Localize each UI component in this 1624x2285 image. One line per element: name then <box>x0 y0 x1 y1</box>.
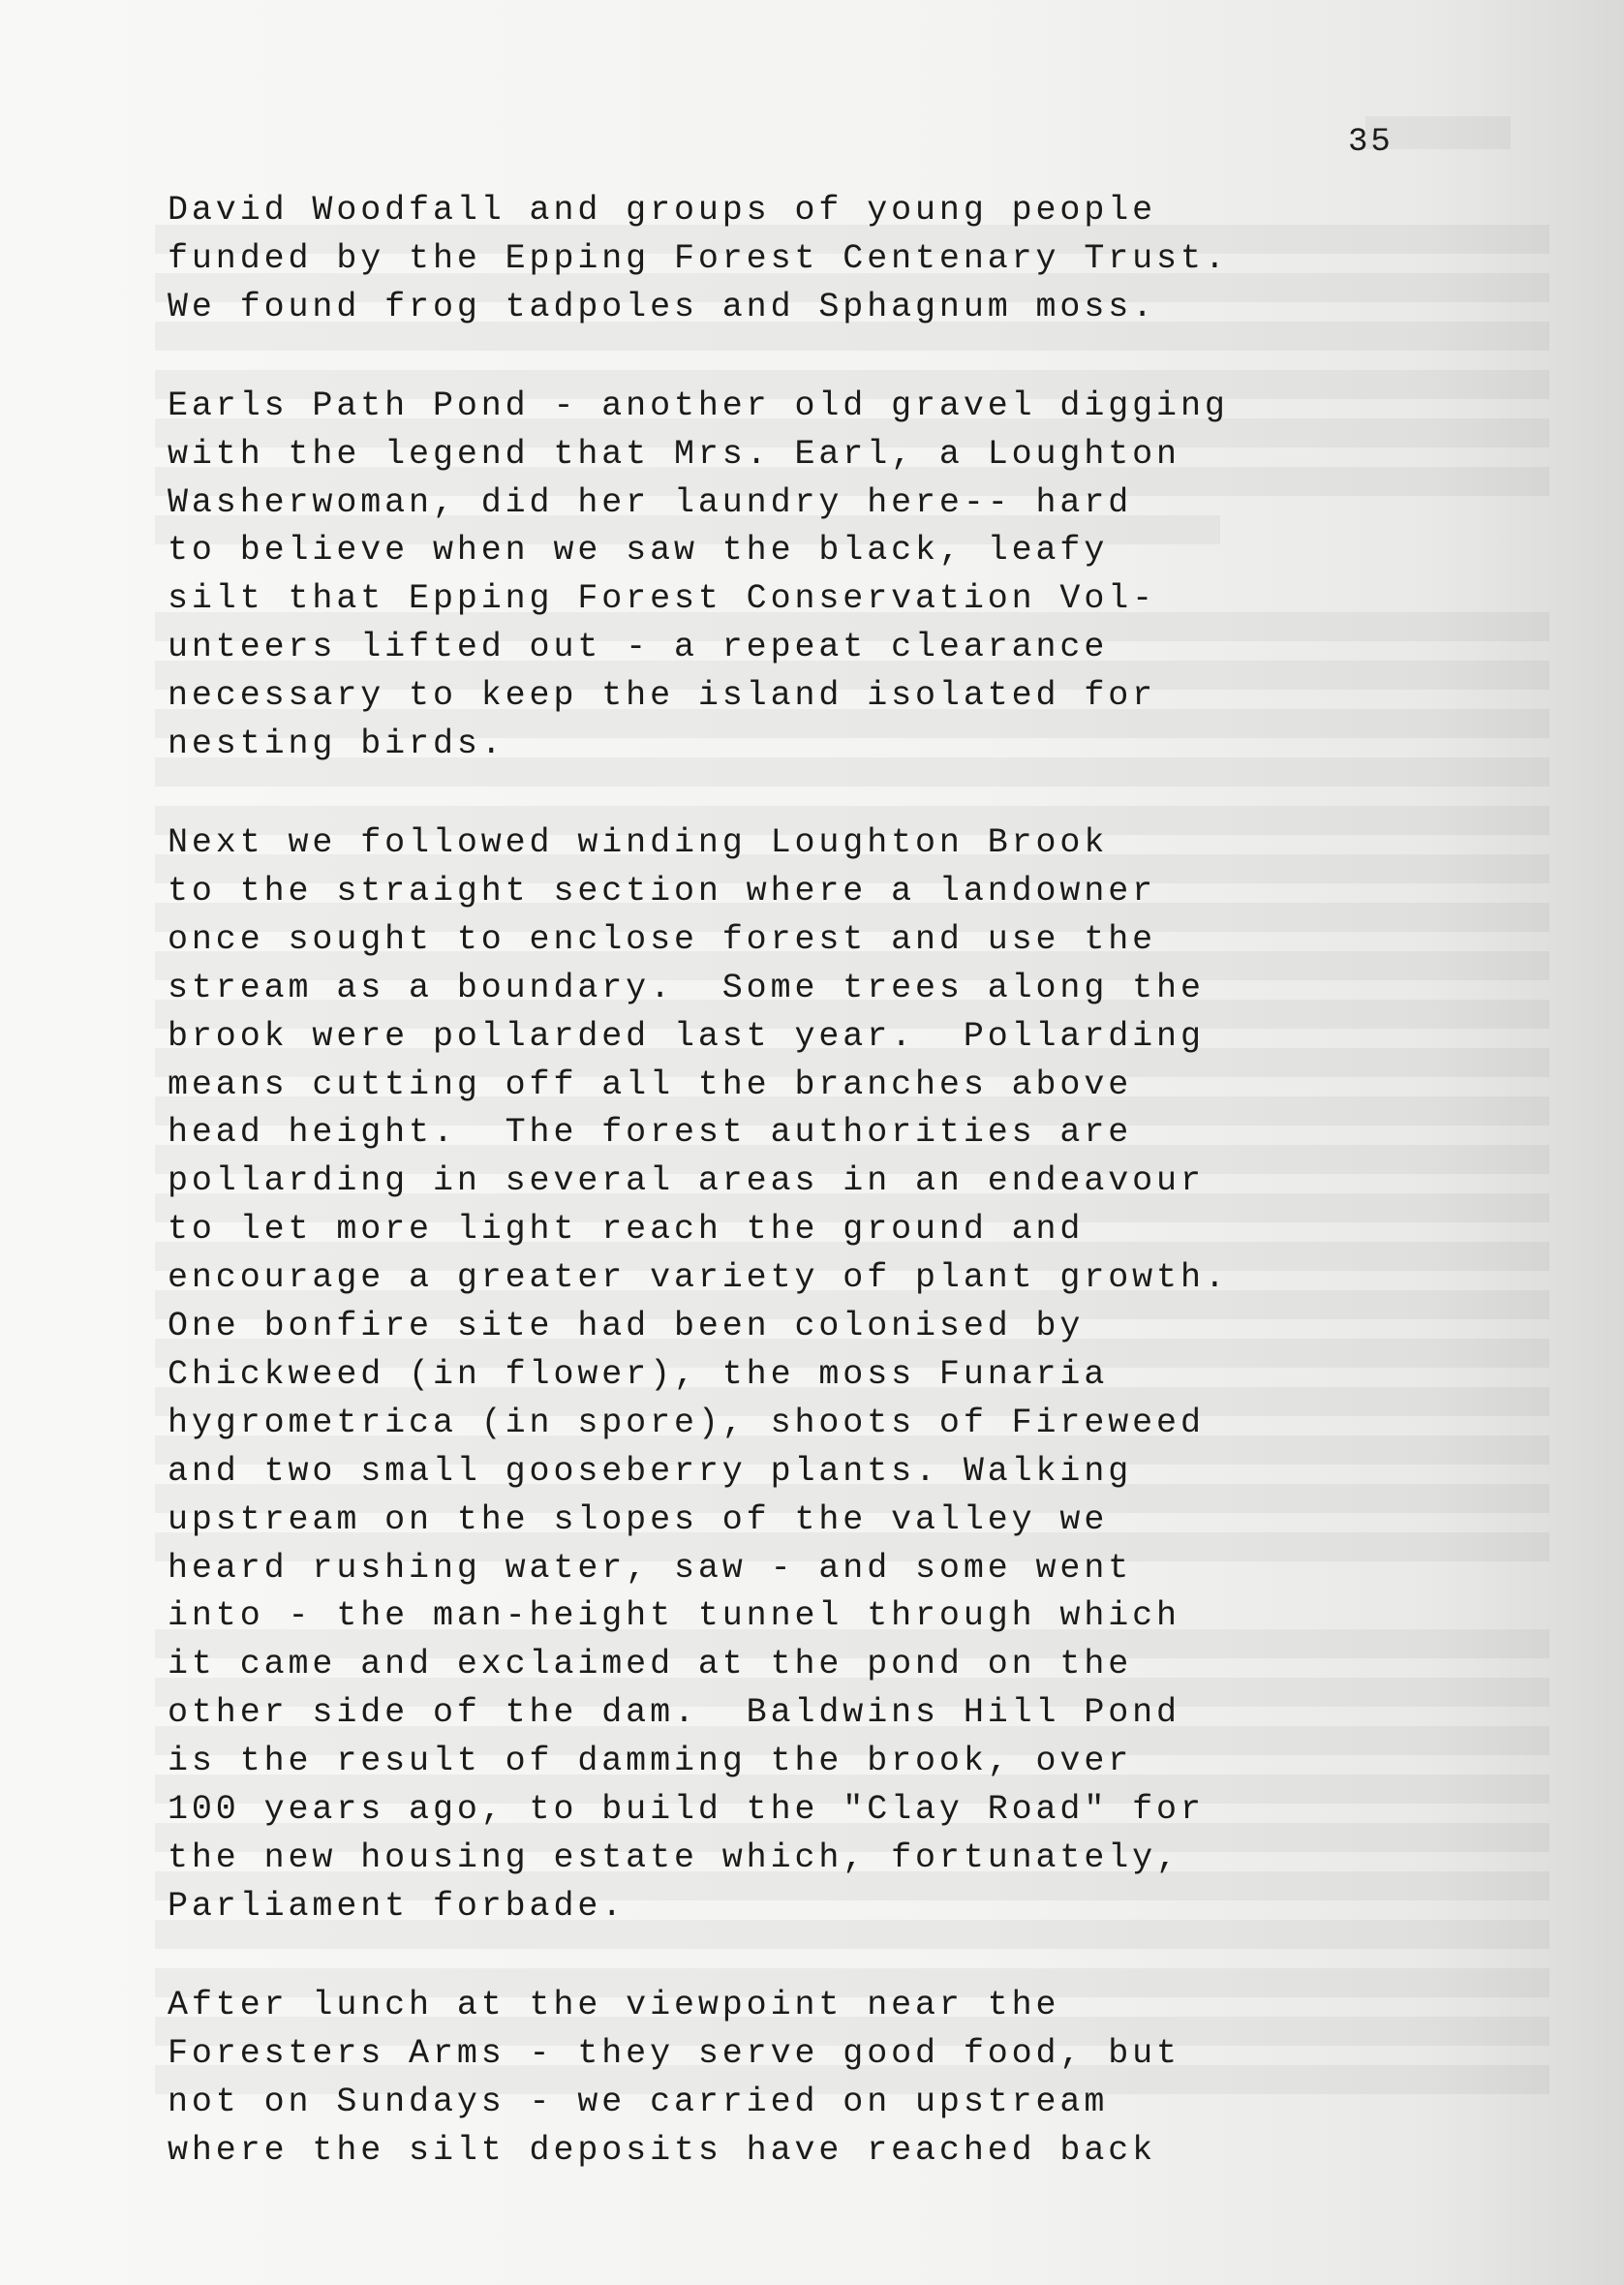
text-line: is the result of damming the brook, over <box>168 1742 1133 1781</box>
text-line: 100 years ago, to build the "Clay Road" for <box>168 1790 1205 1830</box>
paragraph <box>168 187 1562 332</box>
text-line: to believe when we saw the black, leafy <box>168 531 1109 571</box>
text-line: other side of the dam. Baldwins Hill Pond <box>168 1693 1180 1733</box>
body-text <box>168 187 1562 2225</box>
text-line: not on Sundays - we carried on upstream <box>168 2082 1109 2121</box>
text-line: Earls Path Pond - another old gravel digging <box>168 386 1229 425</box>
paragraph <box>168 383 1562 769</box>
text-line: hygrometrica (in spore), shoots of Fireweed <box>168 1403 1205 1442</box>
paragraph <box>168 819 1562 1931</box>
text-line: once sought to enclose forest and use the <box>168 919 1157 959</box>
text-line: brook were pollarded last year. Pollarding <box>168 1016 1205 1056</box>
text-line: heard rushing water, saw - and some went <box>168 1548 1133 1588</box>
text-line: pollarding in several areas in an endeavour <box>168 1161 1205 1201</box>
text-line: encourage a greater variety of plant growth. <box>168 1258 1229 1298</box>
text-line: head height. The forest authorities are <box>168 1113 1133 1153</box>
text-line: and two small gooseberry plants. Walking <box>168 1451 1133 1491</box>
text-line: it came and exclaimed at the pond on the <box>168 1645 1133 1684</box>
text-line: nesting birds. <box>168 725 506 764</box>
text-line: Next we followed winding Loughton Brook <box>168 822 1109 862</box>
text-line: unteers lifted out - a repeat clearance <box>168 628 1109 667</box>
text-line: the new housing estate which, fortunately, <box>168 1838 1180 1877</box>
text-line: Washerwoman, did her laundry here-- hard <box>168 482 1133 522</box>
text-line: with the legend that Mrs. Earl, a Loughton <box>168 434 1180 474</box>
text-line: means cutting off all the branches above <box>168 1065 1133 1104</box>
text-line: silt that Epping Forest Conservation Vol- <box>168 579 1157 619</box>
text-line: We found frog tadpoles and Sphagnum moss. <box>168 287 1157 326</box>
text-line: to the straight section where a landowner <box>168 871 1157 911</box>
text-line: necessary to keep the island isolated for <box>168 676 1157 716</box>
text-line: One bonfire site had been colonised by <box>168 1307 1085 1346</box>
text-line: upstream on the slopes of the valley we <box>168 1499 1109 1539</box>
text-line: funded by the Epping Forest Centenary Trust. <box>168 238 1229 278</box>
text-line: to let more light reach the ground and <box>168 1210 1085 1250</box>
text-line: David Woodfall and groups of young people <box>168 191 1157 230</box>
text-line: Parliament forbade. <box>168 1886 627 1926</box>
text-line: into - the man-height tunnel through which <box>168 1596 1180 1636</box>
text-line: Chickweed (in flower), the moss Funaria <box>168 1354 1109 1394</box>
page-number: 35 <box>1348 124 1394 161</box>
paragraph <box>168 1982 1562 2176</box>
text-line: After lunch at the viewpoint near the <box>168 1985 1060 2024</box>
text-line: stream as a boundary. Some trees along the <box>168 968 1205 1007</box>
text-line: Foresters Arms - they serve good food, but <box>168 2033 1180 2073</box>
text-line: where the silt deposits have reached back <box>168 2130 1157 2170</box>
